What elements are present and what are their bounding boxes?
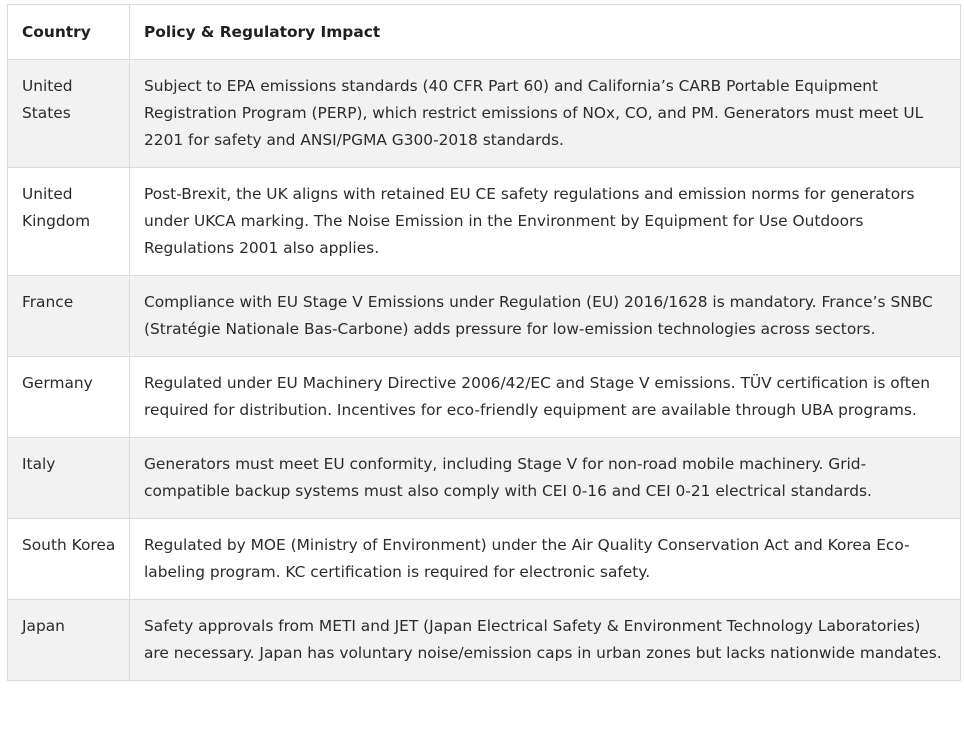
table-row <box>8 60 961 168</box>
impact-cell: Regulated under EU Machinery Directive 2006/42/EC and Stage V emissions. TÜV certification is often required for distribution. Incentives for eco-friendly equipment are available through UBA programs. <box>130 357 961 438</box>
table-row <box>8 519 961 600</box>
impact-cell: Post-Brexit, the UK aligns with retained EU CE safety regulations and emission norms for generators under UKCA marking. The Noise Emission in the Environment by Equipment for Use Outdoors Regulations 2001 also applies. <box>130 168 961 276</box>
table-row <box>8 600 961 681</box>
country-cell: Germany <box>8 357 130 438</box>
table-header-row <box>8 5 961 60</box>
country-cell: United States <box>8 60 130 168</box>
country-cell: Japan <box>8 600 130 681</box>
impact-cell: Regulated by MOE (Ministry of Environment) under the Air Quality Conservation Act and Korea Eco-labeling program. KC certification is required for electronic safety. <box>130 519 961 600</box>
impact-cell: Subject to EPA emissions standards (40 CFR Part 60) and California’s CARB Portable Equipment Registration Program (PERP), which restrict emissions of NOx, CO, and PM. Generators must meet UL 2201 for safety and ANSI/PGMA G300-2018 standards. <box>130 60 961 168</box>
table-row <box>8 276 961 357</box>
country-cell: France <box>8 276 130 357</box>
country-cell: South Korea <box>8 519 130 600</box>
country-cell: United Kingdom <box>8 168 130 276</box>
policy-table <box>7 4 961 681</box>
impact-cell: Compliance with EU Stage V Emissions under Regulation (EU) 2016/1628 is mandatory. France’s SNBC (Stratégie Nationale Bas-Carbone) adds pressure for low-emission technologies across sectors. <box>130 276 961 357</box>
table-row <box>8 168 961 276</box>
table-row <box>8 438 961 519</box>
header-country: Country <box>8 5 130 60</box>
header-policy-impact: Policy & Regulatory Impact <box>130 5 961 60</box>
impact-cell: Generators must meet EU conformity, including Stage V for non-road mobile machinery. Grid-compatible backup systems must also comply with CEI 0-16 and CEI 0-21 electrical standards. <box>130 438 961 519</box>
impact-cell: Safety approvals from METI and JET (Japan Electrical Safety & Environment Technology Laboratories) are necessary. Japan has voluntary noise/emission caps in urban zones but lacks nationwide mandates. <box>130 600 961 681</box>
country-cell: Italy <box>8 438 130 519</box>
table-row <box>8 357 961 438</box>
